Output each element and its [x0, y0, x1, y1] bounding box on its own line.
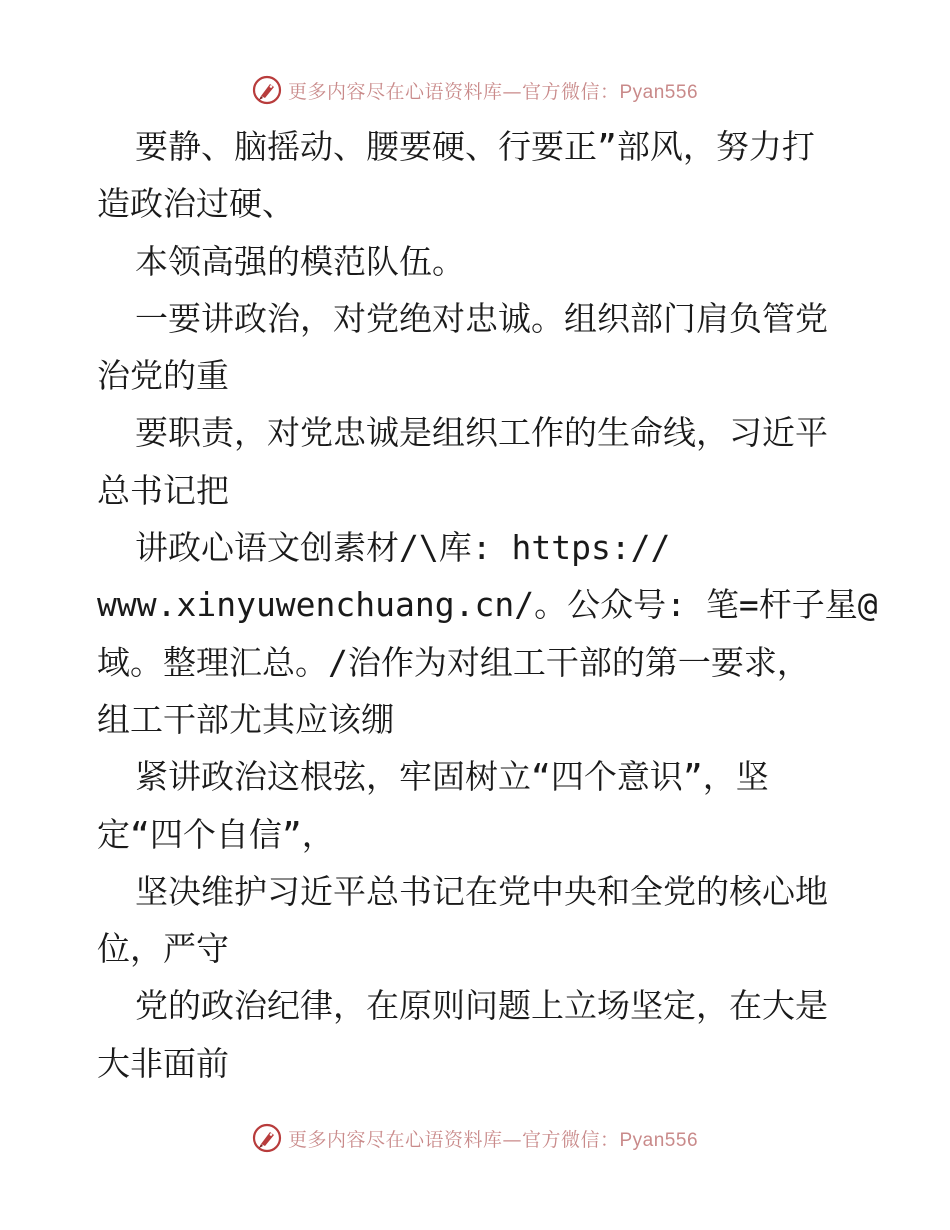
body-line: 一要讲政治，对党绝对忠诚。组织部门肩负管党	[135, 298, 828, 338]
header-wechat-id: Pyan556	[619, 81, 699, 103]
body-line: 位，严守	[97, 929, 229, 969]
body-line: 大非面前	[97, 1043, 229, 1083]
body-line: 治党的重	[97, 356, 229, 396]
header-watermark-inner	[252, 75, 698, 105]
body-line: 组工干部尤其应该绷	[97, 699, 394, 739]
body-line: 紧讲政治这根弦，牢固树立“四个意识”，坚	[135, 757, 769, 797]
body-line: 总书记把	[97, 470, 229, 510]
footer-watermark	[0, 1118, 950, 1158]
footer-watermark-inner	[252, 1123, 698, 1153]
pen-nib-logo-icon	[252, 1123, 282, 1153]
body-line: 域。整理汇总。/治作为对组工干部的第一要求，	[97, 642, 810, 682]
body-line: 造政治过硬、	[97, 184, 295, 224]
body-line: www.xinyuwenchuang.cn/。公众号: 笔=杆子星@	[97, 585, 878, 625]
body-line: 要职责，对党忠诚是组织工作的生命线，习近平	[135, 413, 828, 453]
body-line: 讲政心语文创素材/\库: https://	[135, 528, 671, 568]
body-line: 党的政治纪律，在原则问题上立场坚定，在大是	[135, 986, 828, 1026]
footer-watermark-text: 更多内容尽在心语资料库—官方微信：Pyan556	[287, 1128, 699, 1151]
header-watermark	[0, 70, 950, 110]
document-body	[97, 118, 878, 1092]
footer-wechat-id: Pyan556	[619, 1129, 699, 1151]
body-line: 定“四个自信”，	[97, 814, 335, 854]
pen-nib-logo-icon	[252, 75, 282, 105]
body-line: 坚决维护习近平总书记在党中央和全党的核心地	[135, 871, 828, 911]
body-line: 要静、脑摇动、腰要硬、行要正”部风，努力打	[135, 127, 815, 166]
body-line: 本领高强的模范队伍。	[135, 241, 465, 281]
header-watermark-text: 更多内容尽在心语资料库—官方微信：Pyan556	[287, 80, 699, 103]
